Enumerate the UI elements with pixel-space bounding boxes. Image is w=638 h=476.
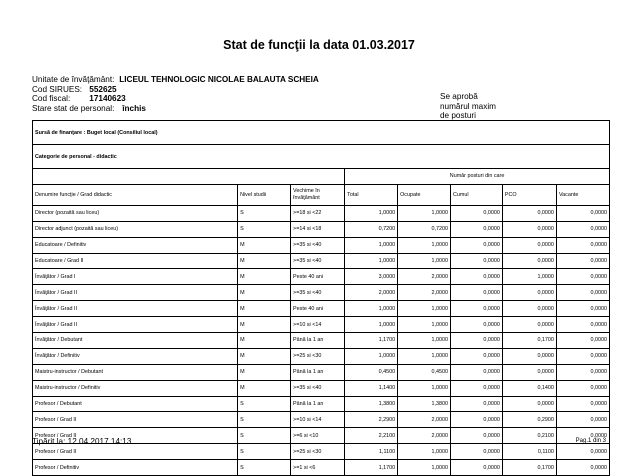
table-cell: 1,0000 bbox=[398, 348, 451, 364]
table-row bbox=[33, 253, 610, 269]
table-cell: 0,0000 bbox=[556, 380, 609, 396]
table-cell: 0,0000 bbox=[451, 396, 503, 412]
table-cell: 0,0000 bbox=[556, 460, 609, 476]
table-cell: Până la 1 an bbox=[291, 396, 345, 412]
state-label: Stare stat de personal: bbox=[32, 103, 115, 113]
col-header: Nivel studii bbox=[238, 184, 291, 205]
state-value: închis bbox=[122, 103, 146, 113]
table-cell: Profesor / Debutant bbox=[33, 396, 238, 412]
table-cell: >=25 si <30 bbox=[291, 348, 345, 364]
table-cell: 0,0000 bbox=[556, 301, 609, 317]
state-row bbox=[32, 104, 319, 114]
school-row bbox=[32, 75, 319, 85]
table-cell: >=10 si <14 bbox=[291, 412, 345, 428]
table-cell: Director (pozaită sau liceu) bbox=[33, 205, 238, 221]
table-cell: S bbox=[238, 221, 291, 237]
table-cell: S bbox=[238, 396, 291, 412]
table-cell: 1,1100 bbox=[345, 444, 398, 460]
table-cell: >=35 si <40 bbox=[291, 237, 345, 253]
table-cell: 0,0000 bbox=[556, 205, 609, 221]
school-value: LICEUL TEHNOLOGIC NICOLAE BALAUTA SCHEIA bbox=[119, 75, 319, 84]
table-cell: Maistru-instructor / Debutant bbox=[33, 364, 238, 380]
table-cell: >=18 si <22 bbox=[291, 205, 345, 221]
table-cell: M bbox=[238, 237, 291, 253]
empty-cell bbox=[33, 169, 345, 185]
approval-line: Se aprobă bbox=[440, 92, 478, 101]
table-cell: >=10 si <14 bbox=[291, 317, 345, 333]
table-cell: S bbox=[238, 205, 291, 221]
table-cell: 0,0000 bbox=[556, 364, 609, 380]
table-cell: 0,0000 bbox=[451, 348, 503, 364]
col-header: PCO bbox=[502, 184, 556, 205]
table-cell: 1,0000 bbox=[398, 253, 451, 269]
table-cell: 0,0000 bbox=[502, 301, 556, 317]
table-cell: 1,0000 bbox=[345, 348, 398, 364]
table-cell: Învăţător / Grad II bbox=[33, 301, 238, 317]
table-cell: 0,0000 bbox=[502, 317, 556, 333]
table-cell: >=6 si <10 bbox=[291, 428, 345, 444]
col-header: Total bbox=[345, 184, 398, 205]
table-cell: 2,0000 bbox=[398, 412, 451, 428]
table-cell: Învăţător / Grad II bbox=[33, 317, 238, 333]
table-cell: 0,1700 bbox=[502, 333, 556, 349]
table-cell: Învăţător / Grad I bbox=[33, 269, 238, 285]
table-cell: 0,0000 bbox=[451, 428, 503, 444]
table-cell: 0,4500 bbox=[398, 364, 451, 380]
table-cell: M bbox=[238, 285, 291, 301]
table-cell: >=35 si <40 bbox=[291, 253, 345, 269]
table-cell: 1,0000 bbox=[398, 333, 451, 349]
table-cell: 0,0000 bbox=[451, 205, 503, 221]
table-cell: Maistru-instructor / Definitiv bbox=[33, 380, 238, 396]
approval-line: de posturi bbox=[440, 111, 476, 121]
fiscal-row bbox=[32, 94, 319, 104]
table-cell: 0,2900 bbox=[502, 412, 556, 428]
funding-row bbox=[33, 121, 610, 145]
sirues-row bbox=[32, 85, 319, 95]
col-header: Cumul bbox=[451, 184, 503, 205]
table-cell: 1,0000 bbox=[345, 253, 398, 269]
table-row bbox=[33, 364, 610, 380]
col-header: Ocupate bbox=[398, 184, 451, 205]
num-posts-header: Număr posturi din care bbox=[345, 169, 610, 185]
table-cell: Educatoare / Grad II bbox=[33, 253, 238, 269]
table-cell: Învăţător / Debutant bbox=[33, 333, 238, 349]
table-cell: 0,0000 bbox=[502, 364, 556, 380]
table-cell: >=25 si <30 bbox=[291, 444, 345, 460]
table-cell: 0,0000 bbox=[451, 364, 503, 380]
table-cell: >=14 si <18 bbox=[291, 221, 345, 237]
table-cell: 1,0000 bbox=[398, 317, 451, 333]
table-cell: 0,0000 bbox=[451, 285, 503, 301]
table-cell: M bbox=[238, 269, 291, 285]
table-cell: 0,0000 bbox=[502, 237, 556, 253]
table-row bbox=[33, 285, 610, 301]
table-cell: Peste 40 ani bbox=[291, 269, 345, 285]
table-row bbox=[33, 221, 610, 237]
table-cell: M bbox=[238, 253, 291, 269]
table-cell: 0,1700 bbox=[502, 460, 556, 476]
table-cell: S bbox=[238, 412, 291, 428]
table-cell: 1,0000 bbox=[398, 460, 451, 476]
column-header-row bbox=[33, 184, 610, 205]
table-row bbox=[33, 412, 610, 428]
table-cell: Până la 1 an bbox=[291, 333, 345, 349]
num-posts-row bbox=[33, 169, 610, 185]
table-cell: Peste 40 ani bbox=[291, 301, 345, 317]
table-cell: M bbox=[238, 380, 291, 396]
table-cell: 1,0000 bbox=[345, 237, 398, 253]
col-header: Denumire funcţie / Grad didactic bbox=[33, 184, 238, 205]
table-cell: 1,3800 bbox=[398, 396, 451, 412]
sirues-value: 552625 bbox=[89, 84, 117, 94]
table-cell: 0,0000 bbox=[451, 237, 503, 253]
table-cell: 0,0000 bbox=[556, 444, 609, 460]
table-cell: 0,0000 bbox=[556, 428, 609, 444]
table-cell: 0,0000 bbox=[556, 237, 609, 253]
table-cell: M bbox=[238, 364, 291, 380]
table-row bbox=[33, 348, 610, 364]
category-cell: Categorie de personal - didactic bbox=[33, 145, 610, 169]
table-cell: 0,2100 bbox=[502, 428, 556, 444]
table-cell: 1,0000 bbox=[345, 317, 398, 333]
positions-table bbox=[32, 120, 610, 476]
table-row bbox=[33, 396, 610, 412]
table-cell: 0,0000 bbox=[451, 444, 503, 460]
table-row bbox=[33, 333, 610, 349]
table-cell: 0,0000 bbox=[451, 317, 503, 333]
table-row bbox=[33, 237, 610, 253]
table-cell: 1,0000 bbox=[398, 301, 451, 317]
col-header: Vechime în învăţământ bbox=[291, 184, 345, 205]
table-cell: 0,7200 bbox=[345, 221, 398, 237]
table-cell: >=35 si <40 bbox=[291, 285, 345, 301]
table-cell: Profesor / Grad II bbox=[33, 444, 238, 460]
table-cell: 2,0000 bbox=[398, 285, 451, 301]
funding-cell: Sursă de finanţare : Buget local (Consiliul local) bbox=[33, 121, 610, 145]
table-cell: 0,7200 bbox=[398, 221, 451, 237]
table-cell: 1,0000 bbox=[398, 444, 451, 460]
school-label: Unitate de învăţământ: bbox=[32, 75, 115, 84]
table-cell: 0,1100 bbox=[502, 444, 556, 460]
table-cell: 0,0000 bbox=[451, 460, 503, 476]
table-cell: S bbox=[238, 460, 291, 476]
table-row bbox=[33, 317, 610, 333]
table-cell: Profesor / Definitiv bbox=[33, 460, 238, 476]
table-cell: 1,0000 bbox=[502, 269, 556, 285]
table-cell: 2,0000 bbox=[398, 269, 451, 285]
table-cell: Profesor / Grad II bbox=[33, 428, 238, 444]
table-cell: 0,0000 bbox=[451, 301, 503, 317]
table-cell: S bbox=[238, 444, 291, 460]
table-cell: 1,1700 bbox=[345, 460, 398, 476]
table-cell: Educatoare / Definitiv bbox=[33, 237, 238, 253]
table-cell: 0,0000 bbox=[451, 380, 503, 396]
table-cell: 0,0000 bbox=[502, 396, 556, 412]
table-row bbox=[33, 269, 610, 285]
info-block bbox=[32, 75, 319, 113]
table-cell: Învăţător / Definitiv bbox=[33, 348, 238, 364]
table-cell: 0,0000 bbox=[556, 285, 609, 301]
printed-at: Tipărit la: 12.04.2017 14:13 bbox=[32, 437, 132, 446]
table-row bbox=[33, 205, 610, 221]
table-cell: 0,0000 bbox=[556, 348, 609, 364]
table-cell: 1,0000 bbox=[345, 301, 398, 317]
table-cell: S bbox=[238, 428, 291, 444]
approval-line: numărul maxim bbox=[440, 101, 496, 111]
table-cell: 0,4500 bbox=[345, 364, 398, 380]
table-cell: 0,0000 bbox=[556, 333, 609, 349]
page-number: Pag.1 din 3 bbox=[575, 438, 606, 444]
col-header: Vacante bbox=[556, 184, 609, 205]
table-cell: 0,0000 bbox=[451, 333, 503, 349]
table-cell: 0,0000 bbox=[556, 221, 609, 237]
table-cell: 1,3800 bbox=[345, 396, 398, 412]
table-cell: Învăţător / Grad II bbox=[33, 285, 238, 301]
table-cell: 0,0000 bbox=[451, 253, 503, 269]
table-cell: 2,2100 bbox=[345, 428, 398, 444]
table-cell: 1,0000 bbox=[398, 237, 451, 253]
table-cell: 2,0000 bbox=[398, 428, 451, 444]
table-cell: 2,2900 bbox=[345, 412, 398, 428]
table-cell: 0,0000 bbox=[502, 205, 556, 221]
table-row bbox=[33, 380, 610, 396]
sirues-label: Cod SIRUES: bbox=[32, 84, 83, 94]
table-cell: M bbox=[238, 317, 291, 333]
table-cell: Profesor / Grad II bbox=[33, 412, 238, 428]
table-cell: 0,0000 bbox=[502, 348, 556, 364]
table-cell: 0,1400 bbox=[502, 380, 556, 396]
fiscal-value: 17140623 bbox=[89, 94, 126, 104]
table-cell: >=1 si <6 bbox=[291, 460, 345, 476]
table-cell: 0,0000 bbox=[502, 285, 556, 301]
table-row bbox=[33, 460, 610, 476]
table-cell: Până la 1 an bbox=[291, 364, 345, 380]
table-cell: 1,0000 bbox=[398, 380, 451, 396]
table-cell: 2,0000 bbox=[345, 285, 398, 301]
table-cell: 0,0000 bbox=[451, 221, 503, 237]
table-cell: 0,0000 bbox=[556, 317, 609, 333]
table-cell: 0,0000 bbox=[556, 412, 609, 428]
approval-note bbox=[440, 92, 520, 121]
table-cell: 3,0000 bbox=[345, 269, 398, 285]
table-cell: 0,0000 bbox=[502, 253, 556, 269]
table-cell: >=35 si <40 bbox=[291, 380, 345, 396]
table-cell: 1,1400 bbox=[345, 380, 398, 396]
table-cell: M bbox=[238, 348, 291, 364]
table-cell: 0,0000 bbox=[451, 269, 503, 285]
fiscal-label: Cod fiscal: bbox=[32, 94, 71, 104]
table-cell: 0,0000 bbox=[451, 412, 503, 428]
table-cell: 0,0000 bbox=[502, 221, 556, 237]
table-cell: M bbox=[238, 301, 291, 317]
table-row bbox=[33, 301, 610, 317]
table-cell: 0,0000 bbox=[556, 269, 609, 285]
table-cell: 0,0000 bbox=[556, 396, 609, 412]
table-cell: 1,1700 bbox=[345, 333, 398, 349]
table-cell: M bbox=[238, 333, 291, 349]
category-row bbox=[33, 145, 610, 169]
table-cell: 1,0000 bbox=[398, 205, 451, 221]
table-cell: 1,0000 bbox=[345, 205, 398, 221]
table-cell: Director adjunct (pozaită sau liceu) bbox=[33, 221, 238, 237]
table-cell: 0,0000 bbox=[556, 253, 609, 269]
page-title: Stat de funcţii la data 01.03.2017 bbox=[223, 38, 415, 52]
